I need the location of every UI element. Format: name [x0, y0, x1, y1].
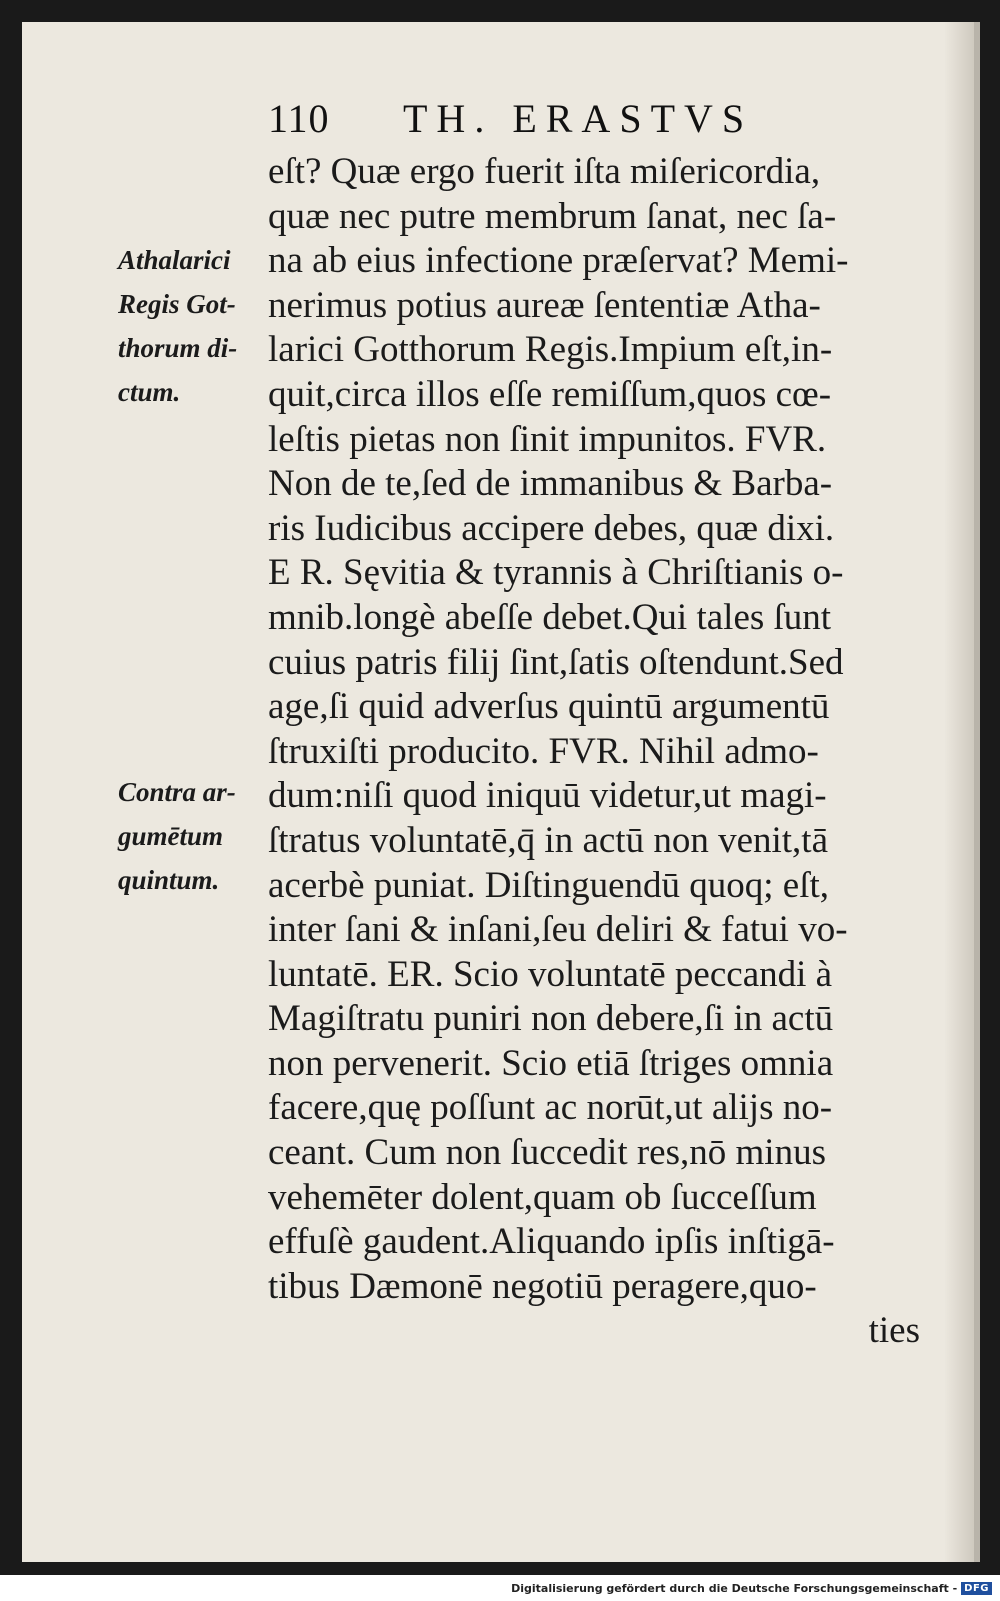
running-head: TH. ERASTVS — [403, 96, 754, 141]
margin-note-line: Regis Got- — [118, 289, 236, 319]
margin-note-line: Athalarici — [118, 245, 231, 275]
text-line: E R. Sęvitia & tyrannis à Chriſtianis o- — [268, 552, 844, 594]
text-line: cuius patris filij ſint,ſatis oſtendunt.Sed — [268, 641, 844, 683]
margin-note-line: ctum. — [118, 377, 181, 407]
text-line: effuſè gaudent.Aliquando ipſis inſtigā- — [268, 1221, 835, 1263]
text-line: non pervenerit. Scio etiā ſtriges omnia — [268, 1042, 834, 1084]
text-line: larici Gotthorum Regis.Impium eſt,in- — [268, 329, 833, 371]
text-line: tibus Dæmonē negotiū peragere,quo- — [268, 1265, 817, 1307]
margin-note-line: gumētum — [118, 821, 224, 851]
body-text — [268, 150, 928, 1354]
digitization-credit — [511, 1579, 992, 1597]
page-number: 110 — [268, 96, 330, 141]
text-line: Non de te,ſed de immanibus & Barba- — [268, 463, 833, 505]
text-line: facere,quę poſſunt ac norūt,ut alijs no- — [268, 1087, 833, 1129]
text-line: dum:niſi quod iniquū videtur,ut magi- — [268, 775, 827, 817]
dfg-logo: DFG — [961, 1582, 992, 1595]
text-line: ceant. Cum non ſuccedit res,nō minus — [268, 1132, 826, 1174]
page-header — [268, 95, 828, 145]
margin-note-contra — [118, 770, 268, 902]
text-line: quæ nec putre membrum ſanat, nec ſa- — [268, 195, 837, 237]
text-line: acerbè puniat. Diſtinguendū quoq; eſt, — [268, 864, 830, 906]
margin-note-line: Contra ar- — [118, 777, 236, 807]
credit-text: Digitalisierung gefördert durch die Deutsche Forschungsgemeinschaft - — [511, 1581, 958, 1595]
text-line: nerimus potius aureæ ſententiæ Atha- — [268, 284, 821, 326]
catchword: ties — [868, 1310, 920, 1352]
text-line: ris Iudicibus accipere debes, quæ dixi. — [268, 507, 835, 549]
margin-note-line: quintum. — [118, 865, 220, 895]
text-line: quit,circa illos eſſe remiſſum,quos cœ- — [268, 373, 832, 415]
text-line: age,ſi quid adverſus quintū argumentū — [268, 686, 830, 728]
margin-note-line: thorum di- — [118, 333, 238, 363]
text-line: eſt? Quæ ergo fuerit iſta miſericordia, — [268, 151, 821, 192]
text-line: na ab eius infectione præſervat? Memi- — [268, 240, 849, 282]
text-line: leſtis pietas non ſinit impunitos. FVR. — [268, 418, 827, 460]
text-line: mnib.longè abeſſe debet.Qui tales ſunt — [268, 596, 832, 638]
text-line: vehemēter dolent,quam ob ſucceſſum — [268, 1176, 817, 1218]
text-line: ſtruxiſti producito. FVR. Nihil admo- — [268, 730, 819, 772]
margin-note-athalarici — [118, 238, 268, 414]
text-line: ſtratus voluntatē,q̄ in actū non venit,tā — [268, 819, 829, 861]
text-line: inter ſani & inſani,ſeu deliri & fatui vo- — [268, 909, 848, 951]
text-line: luntatē. ER. Scio voluntatē peccandi à — [268, 953, 833, 995]
text-line: Magiſtratu puniri non debere,ſi in actū — [268, 998, 834, 1040]
